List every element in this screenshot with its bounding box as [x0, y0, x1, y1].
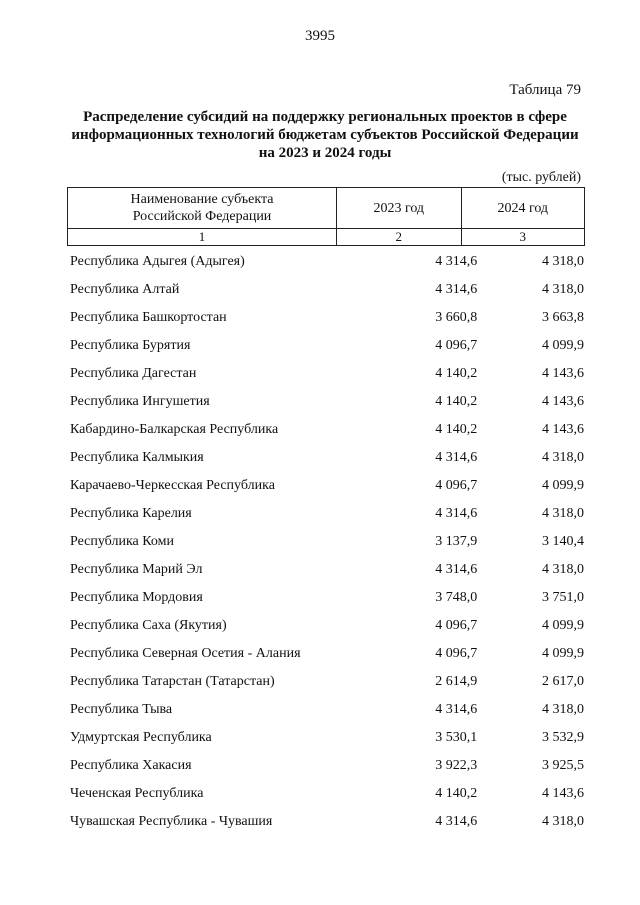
value-2023-cell: 4 140,2	[435, 422, 478, 437]
region-name-cell: Республика Хакасия	[70, 758, 192, 773]
value-2024-cell: 2 617,0	[542, 674, 584, 689]
value-2023-cell: 4 096,7	[435, 646, 478, 661]
region-name-cell: Республика Башкортостан	[70, 310, 227, 325]
value-2023-cell: 4 314,6	[435, 702, 478, 717]
value-2023-cell: 2 614,9	[435, 674, 478, 689]
value-2023-cell: 3 530,1	[435, 730, 478, 745]
table-row	[67, 332, 585, 360]
column-number: 1	[68, 229, 337, 246]
region-name-cell: Республика Калмыкия	[70, 450, 204, 465]
region-name-cell: Удмуртская Республика	[70, 730, 212, 745]
value-2024-cell: 4 099,9	[542, 338, 584, 353]
value-2023-cell: 4 140,2	[435, 786, 478, 801]
value-2023-cell: 4 314,6	[435, 282, 478, 297]
value-2024-cell: 4 318,0	[542, 282, 584, 297]
subsidies-table	[67, 248, 585, 836]
table-header	[67, 187, 585, 246]
table-label: Таблица 79	[509, 82, 581, 98]
table-row	[67, 304, 585, 332]
value-2024-cell: 4 099,9	[542, 646, 584, 661]
value-2023-cell: 4 314,6	[435, 450, 478, 465]
value-2024-cell: 4 099,9	[542, 478, 584, 493]
header-year-2023: 2023 год	[337, 188, 461, 229]
region-name-cell: Карачаево-Черкесская Республика	[70, 478, 275, 493]
value-2024-cell: 3 751,0	[542, 590, 584, 605]
column-number: 3	[461, 229, 585, 246]
value-2023-cell: 4 096,7	[435, 478, 478, 493]
title-line: Распределение субсидий на поддержку региональных проектов в сфере	[83, 109, 567, 125]
table-row	[67, 780, 585, 808]
region-name-cell: Республика Татарстан (Татарстан)	[70, 674, 275, 689]
value-2024-cell: 3 663,8	[542, 310, 584, 325]
region-name-cell: Республика Адыгея (Адыгея)	[70, 254, 245, 269]
table-row	[67, 388, 585, 416]
region-name-cell: Республика Мордовия	[70, 590, 203, 605]
column-number: 2	[337, 229, 461, 246]
region-name-cell: Кабардино-Балкарская Республика	[70, 422, 279, 437]
table-row	[67, 724, 585, 752]
page-number: 3995	[305, 28, 335, 44]
value-2023-cell: 3 660,8	[435, 310, 478, 325]
region-name-cell: Республика Алтай	[70, 282, 180, 297]
value-2024-cell: 4 318,0	[542, 814, 584, 829]
region-name-cell: Чувашская Республика - Чувашия	[70, 814, 273, 829]
value-2023-cell: 4 140,2	[435, 394, 478, 409]
region-name-cell: Республика Саха (Якутия)	[70, 618, 227, 633]
header-name-line: Наименование субъекта	[130, 192, 274, 207]
header-name-line: Российской Федерации	[132, 209, 272, 224]
value-2024-cell: 4 318,0	[542, 450, 584, 465]
table-body	[67, 248, 585, 836]
region-name-cell: Республика Ингушетия	[70, 394, 210, 409]
value-2023-cell: 4 314,6	[435, 814, 478, 829]
table-row	[67, 472, 585, 500]
table-row	[67, 696, 585, 724]
value-2023-cell: 4 314,6	[435, 506, 478, 521]
table-row	[67, 444, 585, 472]
region-name-cell: Республика Бурятия	[70, 338, 191, 353]
value-2024-cell: 4 143,6	[542, 394, 584, 409]
value-2024-cell: 4 318,0	[542, 562, 584, 577]
value-2024-cell: 4 143,6	[542, 786, 584, 801]
value-2023-cell: 3 137,9	[435, 534, 478, 549]
table-row	[67, 752, 585, 780]
value-2023-cell: 3 748,0	[435, 590, 478, 605]
table-row	[67, 808, 585, 836]
value-2024-cell: 4 143,6	[542, 422, 584, 437]
region-name-cell: Чеченская Республика	[70, 786, 204, 801]
region-name-cell: Республика Дагестан	[70, 366, 197, 381]
table-row	[67, 612, 585, 640]
region-name-cell: Республика Марий Эл	[70, 562, 203, 577]
table-row	[67, 528, 585, 556]
table-row	[67, 556, 585, 584]
table-row	[67, 584, 585, 612]
header-name-column	[68, 188, 337, 229]
value-2024-cell: 4 318,0	[542, 506, 584, 521]
table-row	[67, 416, 585, 444]
value-2024-cell: 4 318,0	[542, 254, 584, 269]
table-row	[67, 360, 585, 388]
value-2023-cell: 4 314,6	[435, 254, 478, 269]
value-2024-cell: 3 532,9	[542, 730, 584, 745]
value-2023-cell: 4 096,7	[435, 338, 478, 353]
region-name-cell: Республика Коми	[70, 534, 174, 549]
value-2024-cell: 3 925,5	[542, 758, 584, 773]
region-name-cell: Республика Тыва	[70, 702, 173, 717]
table-row	[67, 640, 585, 668]
table-row	[67, 668, 585, 696]
title-line: информационных технологий бюджетам субъектов Российской Федерации	[71, 127, 579, 143]
document-title	[60, 108, 590, 162]
header-row	[68, 188, 585, 229]
value-2023-cell: 4 096,7	[435, 618, 478, 633]
table-row	[67, 500, 585, 528]
value-2024-cell: 4 143,6	[542, 366, 584, 381]
table-row	[67, 276, 585, 304]
title-line: на 2023 и 2024 годы	[258, 145, 392, 161]
value-2024-cell: 4 099,9	[542, 618, 584, 633]
region-name-cell: Республика Карелия	[70, 506, 192, 521]
region-name-cell: Республика Северная Осетия - Алания	[70, 646, 301, 661]
value-2023-cell: 4 314,6	[435, 562, 478, 577]
column-number-row	[68, 229, 585, 246]
units-label: (тыс. рублей)	[501, 170, 581, 185]
value-2023-cell: 4 140,2	[435, 366, 478, 381]
value-2023-cell: 3 922,3	[435, 758, 478, 773]
value-2024-cell: 3 140,4	[542, 534, 584, 549]
value-2024-cell: 4 318,0	[542, 702, 584, 717]
table-row	[67, 248, 585, 276]
header-year-2024: 2024 год	[461, 188, 585, 229]
